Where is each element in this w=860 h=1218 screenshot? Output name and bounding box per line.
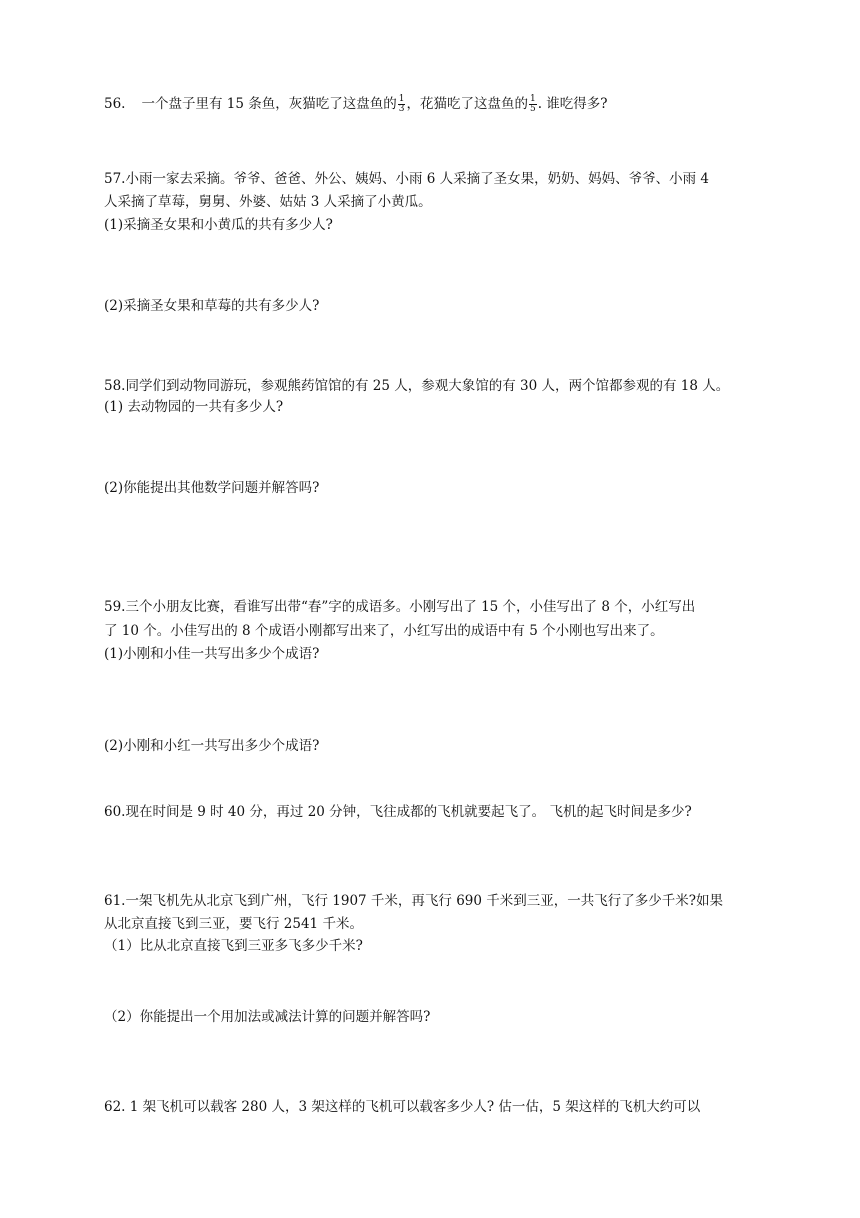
question-59-part-2: (2)小刚和小红一共写出多少个成语? [104, 738, 320, 754]
question-61-part-1: （1）比从北京直接飞到三亚多飞多少千米? [104, 938, 363, 954]
question-61-line-2: 从北京直接飞到三亚，要飞行 2541 千米。 [104, 916, 363, 932]
question-59-part-1: (1)小刚和小佳一共写出多少个成语? [104, 646, 320, 662]
question-62: 62. 1 架飞机可以载客 280 人，3 架这样的飞机可以载客多少人? 估一估，5 架这样的飞机大约可以 [104, 1099, 701, 1115]
question-57-line-1: 57.小雨一家去采摘。爷爷、爸爸、外公、姨妈、小雨 6 人采摘了圣女果，奶奶、妈妈、爷爷、小雨 4 [104, 171, 710, 187]
question-58-line-1: 58.同学们到动物同游玩，参观熊药馆馆的有 25 人，参观大象馆的有 30 人，两个馆都参观的有 18 人。 [104, 378, 730, 394]
question-59-line-2: 了 10 个。小佳写出的 8 个成语小刚都写出来了，小红写出的成语中有 5 个小刚也写出来了。 [104, 623, 664, 639]
question-58-part-1: (1) 去动物园的一共有多少人? [104, 399, 284, 415]
question-text: . 谁吃得多? [537, 96, 608, 112]
question-text: 一个盘子里有 15 条鱼，灰猫吃了这盘鱼的 [141, 96, 397, 112]
question-text: ，花猫吃了这盘鱼的 [406, 96, 528, 112]
question-56 [104, 95, 608, 114]
question-57-part-1: (1)采摘圣女果和小黄瓜的共有多少人? [104, 217, 333, 233]
question-57-line-2: 人采摘了草莓，舅舅、外婆、姑姑 3 人采摘了小黄瓜。 [104, 194, 432, 210]
question-59-line-1: 59.三个小朋友比赛，看谁写出带“春”字的成语多。小刚写出了 15 个，小佳写出了 8 个，小红写出 [104, 599, 696, 615]
question-number: 56. [104, 96, 126, 112]
question-60: 60.现在时间是 9 时 40 分，再过 20 分钟，飞往成都的飞机就要起飞了。 飞机的起飞时间是多少? [104, 804, 692, 820]
question-61-part-2: （2）你能提出一个用加法或减法计算的问题并解答吗? [104, 1009, 431, 1025]
fraction-one-fifth: $\frac{1}{5}$ [529, 94, 536, 114]
fraction-one-third: $\frac{1}{3}$ [398, 94, 405, 114]
question-58-part-2: (2)你能提出其他数学问题并解答吗? [104, 480, 320, 496]
question-57-part-2: (2)采摘圣女果和草莓的共有多少人? [104, 298, 320, 314]
question-61-line-1: 61.一架飞机先从北京飞到广州，飞行 1907 千米，再飞行 690 千米到三亚，一共飞行了多少千米?如果 [104, 893, 723, 909]
